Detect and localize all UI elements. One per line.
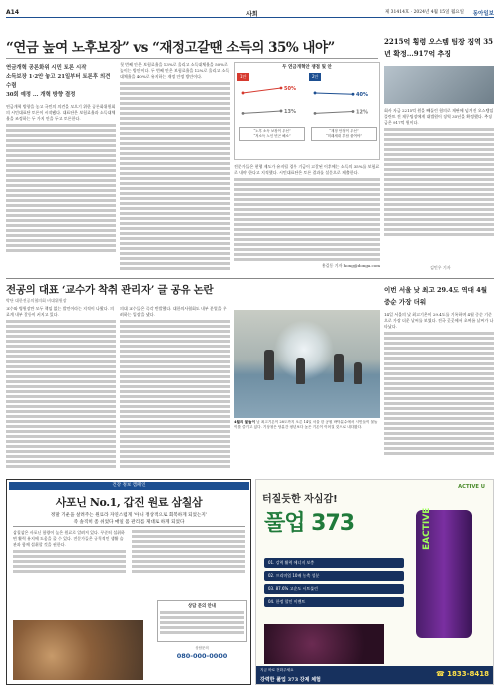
- chart-series-line: [243, 111, 281, 113]
- story2-column-2: [120, 306, 230, 474]
- chart-tag-left: 1안: [237, 73, 249, 81]
- text-lines: [384, 332, 494, 455]
- story1-column-3: [234, 164, 380, 272]
- chart-data-label: 13%: [284, 108, 296, 115]
- story2-headline: 전공의 대표 ‘교수가 착취 관리자’ 글 공유 논란: [6, 284, 214, 296]
- chart-point: [242, 92, 245, 95]
- story1-column-1: [6, 104, 116, 272]
- person-figure: [264, 350, 274, 380]
- story2-column-1: [6, 306, 116, 474]
- story1-body-3: 전문가들은 현행 제도가 유지될 경우 기금이 고갈된 이후에는 소득의 35%를 보험료로 내야 한다고 지적했다. 시민대표단은 토론 결과를 설문으로 제출한다.: [234, 164, 380, 175]
- section-divider: [6, 278, 494, 279]
- pension-chart: [234, 62, 380, 160]
- page-number: A14: [6, 9, 19, 16]
- text-lines: [6, 320, 116, 468]
- ad2-feature: 03. 87.6% 고순도 시트룰린: [264, 584, 404, 594]
- ad2-grapes-image: [264, 624, 384, 664]
- subheads: [6, 64, 116, 100]
- water-play-photo: [234, 310, 380, 418]
- ad2-feature: 04. 한정 할인 이벤트: [264, 597, 404, 607]
- ad2-feature: 02. 프리미엄 10배 농축 성분: [264, 571, 404, 581]
- ad2-brand-logo: ACTIVE U: [458, 484, 485, 490]
- text-lines: [160, 611, 244, 634]
- ad1-subtitle-2: 즉 솔직히 좀 쉬었다 매일 몸 관리를 제대로 하게 되었다: [73, 520, 185, 525]
- ad1-info-box: [157, 600, 247, 642]
- chart-svg-right: [309, 83, 379, 123]
- ad1-product-photo: [13, 620, 143, 680]
- ad1-phone-label: 상담문의: [195, 646, 209, 650]
- ad1-box-title: 상담 문의 안내: [188, 604, 216, 609]
- chart-point: [352, 93, 355, 96]
- chart-pane-right: [309, 73, 379, 159]
- ad2-slogan: 터질듯한 자심감!: [262, 494, 338, 505]
- chart-data-label: 50%: [284, 86, 296, 92]
- chart-title: 두 연금개혁안 쟁점 및 안: [282, 65, 332, 70]
- chart-point: [280, 87, 283, 90]
- ad1-title: 사포닌 No.1, 갑진 원료 삼칠삼: [55, 496, 203, 509]
- main-headline: “연금 높여 노후보장” vs “재정고갈땐 소득의 35% 내야”: [6, 40, 335, 56]
- story1-byline: 홍길동 기자 hong@donga.com: [321, 263, 380, 268]
- chart-point: [280, 110, 283, 113]
- weather-body: [384, 312, 494, 474]
- sidebar-text: 회사 자금 2215억 원을 빼돌린 혐의로 재판에 넘겨진 오스템임플란트 전 재무팀장에게 대법원이 징역 35년을 확정했다. 추징금은 917억 원이다.: [384, 108, 494, 125]
- chart-series-line: [315, 93, 353, 94]
- chart-tag-right: 2안: [309, 73, 321, 81]
- chart-note-left-1: “노후 소득 보장이 우선”: [253, 129, 291, 133]
- caption-text: 낮 최고기온이 28도까지 오른 14일 서울 한 공원 바닥분수에서 시민들이 물놀이를 즐기고 있다. 기상청은 당분간 평년보다 높은 기온이 이어질 것으로 내다봤다.: [234, 420, 378, 430]
- ad2-bottle: [416, 507, 472, 638]
- caption-title: 4월의 물놀이: [234, 420, 256, 424]
- text-lines: [234, 178, 380, 261]
- chart-series-line: [315, 112, 353, 114]
- ad1-rule: [13, 526, 245, 527]
- chart-pane-left: [237, 73, 307, 159]
- chart-note-right-2: “미래세대 부담 줄여야”: [325, 134, 363, 138]
- subhead-3: 30회 예정 ... 개혁 방향 결정: [6, 92, 76, 98]
- section-name: 사회: [246, 11, 258, 18]
- ad-saponin: [6, 479, 251, 685]
- chart-data-label: 40%: [356, 92, 368, 99]
- chart-note-right-1: “재정 안정이 우선”: [329, 129, 359, 133]
- sidebar-photo: [384, 66, 494, 104]
- headline-rule: [6, 58, 378, 59]
- weather-text: 14일 서울의 낮 최고기온이 29.4도를 기록하며 4월 중순 기준으로 가장 더운 날씨를 보였다. 전국 곳곳에서 초여름 날씨가 나타났다.: [384, 312, 494, 329]
- story1-body-2: 첫 번째 안은 보험료율을 13%로 올리고 소득대체율을 50%로 높이는 방안이다. 두 번째 안은 보험료율을 12%로 올리고 소득대체율을 40%로 유지하는 재정 안정 방안이다.: [120, 62, 230, 79]
- page-header: [6, 8, 494, 18]
- photo-caption: [234, 420, 380, 474]
- subhead-2: 소득보장 1·2안 놓고 21일부터 토론후 의견 수렴: [6, 74, 111, 89]
- chart-note-right: [311, 127, 377, 141]
- sidebar-byline: 김민우 기자: [430, 265, 451, 270]
- chart-point: [242, 112, 245, 115]
- ad2-footer-line-1: 지금 바로 전화주세요: [260, 668, 294, 672]
- story1-column-2: [120, 62, 230, 272]
- chart-point: [314, 112, 317, 115]
- chart-point: [352, 110, 355, 113]
- chart-point: [314, 92, 317, 95]
- sidebar-headline: 2215억 횡령 오스템 팀장 징역 35년 확정…917억 추징: [384, 37, 494, 58]
- ad2-phone: ☎ 1833-8418: [435, 670, 489, 678]
- ad1-text: 삼칠삼은 사포닌 함량이 높은 원료로 알려져 있다. 꾸준히 섭취하면 활력 유지에 도움을 줄 수 있다. 전문가들은 규칙적인 생활 습관과 함께 섭취할 것을 권한다.: [13, 530, 125, 547]
- ad1-subtitle-1: 정말 기운을 살려주는 원료라 자연스럽게 '아니 정상적으로 회복하게 되었는지': [50, 513, 208, 518]
- chart-svg-left: [237, 83, 307, 123]
- story2-body-1: 교수와 병원장만 모두 책임 없는 발언이라는 지적이 나왔다. 의료계 내부 갈등이 커지고 있다.: [6, 306, 115, 317]
- paper-logo: 동아일보: [472, 11, 494, 17]
- story1-body-1: 연금개혁 방향을 놓고 국민의 의견을 모으기 위한 공론화위원회의 시민대표단 토론이 시작됐다. 대표단은 보험료율과 소득대체율을 조정하는 두 가지 안을 두고 토론한다.: [6, 104, 116, 121]
- ad1-tag: 건강 정보 캠페인: [9, 482, 249, 490]
- ad2-product-name: 풀업 373: [264, 511, 355, 536]
- person-figure: [296, 358, 305, 384]
- person-figure: [334, 354, 344, 382]
- ad-pullup: [255, 479, 494, 685]
- chart-data-label: 12%: [356, 109, 368, 116]
- subhead-1: 연금개혁 공론화위 시민 토론 시작: [6, 65, 87, 71]
- text-lines: [384, 128, 494, 236]
- ad2-footer: [256, 666, 494, 685]
- story2-source: 박단 대한전공의협의회 비대위원장: [6, 298, 67, 303]
- sidebar-body: [384, 108, 494, 272]
- story2-body-2: 의대 교수들은 즉각 반발했다. 대한의사협회도 내부 분열을 우려하는 입장을 냈다.: [120, 306, 227, 317]
- ad2-feature-list: [264, 558, 404, 610]
- ad1-phone-number: 080-000-0000: [176, 652, 228, 660]
- chart-note-left: [239, 127, 305, 141]
- issue-date: 제 31414호 · 2024년 4월 15일 월요일: [384, 10, 464, 15]
- ad2-bottle-label: EACTIVE: [422, 507, 432, 550]
- text-lines: [120, 320, 230, 468]
- ad2-feature: 01. 강력 활력 에너지 보충: [264, 558, 404, 568]
- person-figure: [354, 362, 362, 384]
- chart-series-line: [243, 88, 281, 93]
- text-lines: [6, 124, 116, 252]
- ad2-footer-line-2: 강력한 풀업 373 강제 체험: [260, 677, 321, 683]
- chart-note-left-2: “저소득 노인 빈곤 해소”: [253, 134, 291, 138]
- weather-headline: 이번 서울 낮 최고 29.4도 역대 4월 중순 가장 더워: [384, 286, 488, 306]
- text-lines: [120, 82, 230, 272]
